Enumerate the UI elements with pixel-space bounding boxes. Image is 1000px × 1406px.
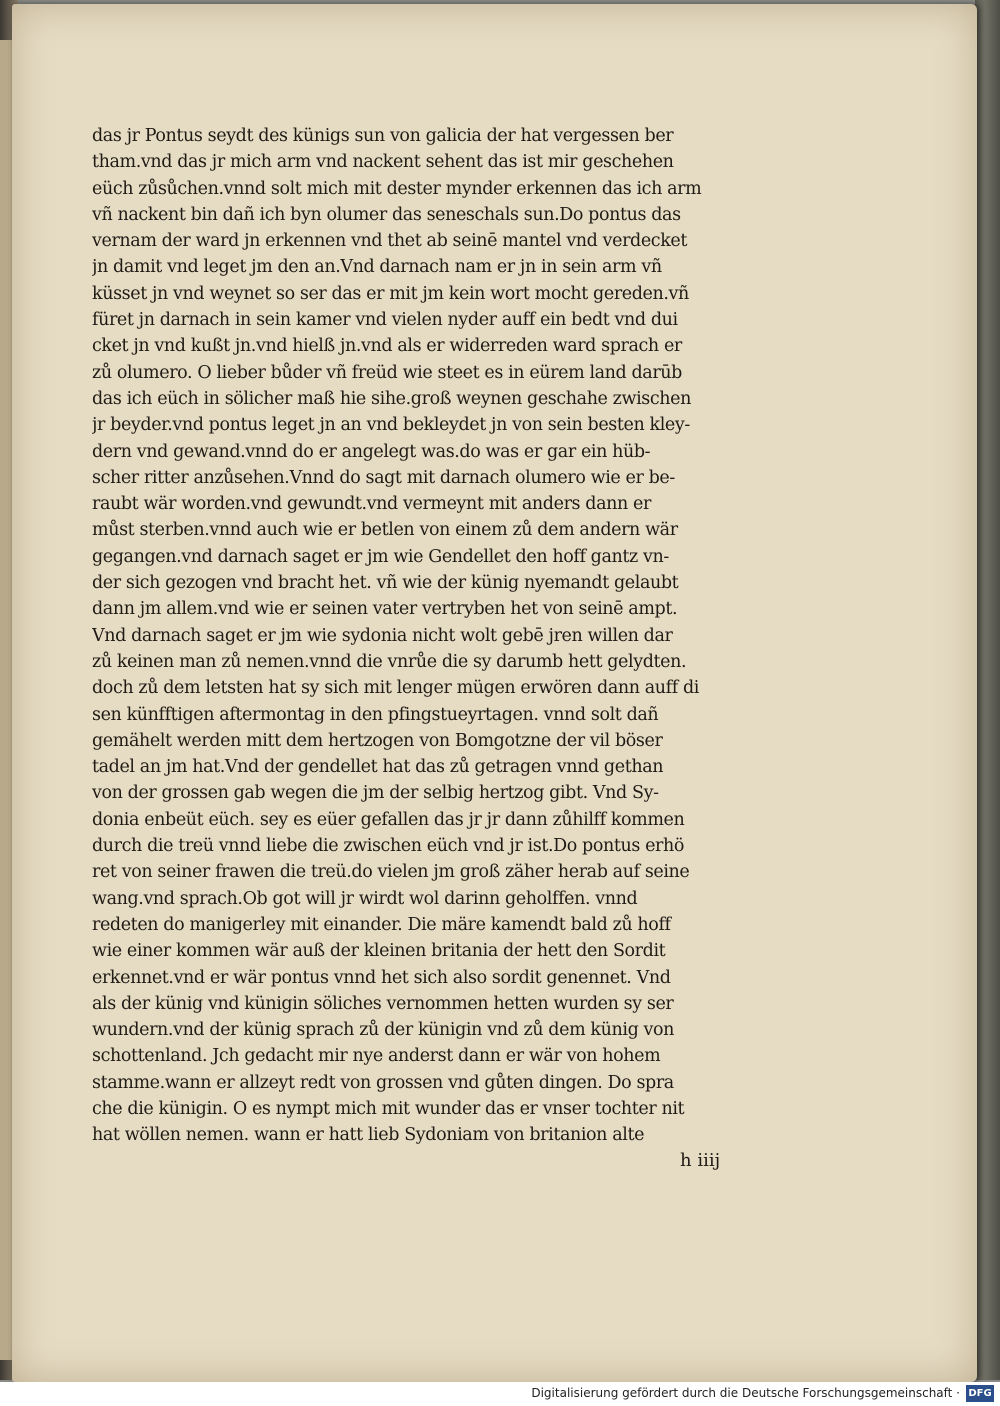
footer-bar: [0, 1382, 1000, 1406]
dfg-logo: DFG: [966, 1385, 994, 1402]
dfg-credit-text: Digitalisierung gefördert durch die Deutsche Forschungsgemeinschaft ·: [531, 1386, 960, 1400]
text-line: tham.vnd das jr mich arm vnd nackent sehent das ist mir geschehen: [92, 152, 674, 173]
text-line: hat wöllen nemen. wann er hatt lieb Sydoniam von britanion alte: [92, 1125, 645, 1146]
text-line: můst sterben.vnnd auch wie er betlen von einem zů dem andern wär: [92, 520, 678, 541]
text-line: sen künfftigen aftermontag in den pfingstueyrtagen. vnnd solt dañ: [92, 704, 659, 725]
text-line: das ich eüch in sölicher maß hie sihe.groß weynen geschahe zwischen: [92, 388, 691, 409]
text-line: jn damit vnd leget jm den an.Vnd darnach nam er jn in sein arm vñ: [92, 257, 662, 278]
text-line: vernam der ward jn erkennen vnd thet ab seinē mantel vnd verdecket: [92, 231, 688, 252]
text-line: raubt wär worden.vnd gewundt.vnd vermeynt mit anders dann er: [92, 494, 651, 515]
text-line: gegangen.vnd darnach saget er jm wie Gendellet den hoff gantz vn-: [92, 546, 669, 567]
text-line: scher ritter anzůsehen.Vnnd do sagt mit darnach olumero wie er be-: [92, 467, 675, 488]
text-line: che die künigin. O es nympt mich mit wunder das er vnser tochter nit: [92, 1098, 685, 1119]
text-line: zů keinen man zů nemen.vnnd die vnrůe die sy darumb hett gelydten.: [92, 651, 687, 672]
text-line: eüch zůsůchen.vnnd solt mich mit dester mynder erkennen das ich arm: [92, 178, 702, 199]
page-text-block: [92, 123, 772, 1149]
text-line: der sich gezogen vnd bracht het. vñ wie der künig nyemandt gelaubt: [92, 573, 679, 594]
text-line: Vnd darnach saget er jm wie sydonia nicht wolt gebē jren willen dar: [92, 625, 673, 646]
text-line: wang.vnd sprach.Ob got will jr wirdt wol darinn geholffen. vnnd: [92, 888, 638, 909]
text-line: ret von seiner frawen die treü.do vielen jm groß zäher herab auf seine: [92, 862, 690, 883]
text-line: vñ nackent bin dañ ich byn olumer das seneschals sun.Do pontus das: [92, 204, 681, 225]
text-line: von der grossen gab wegen die jm der selbig hertzog gibt. Vnd Sy-: [92, 783, 659, 804]
book-cover-edge: [975, 0, 1000, 1380]
text-line: donia enbeüt eüch. sey es eüer gefallen das jr jr dann zůhilff kommen: [92, 809, 685, 830]
text-line: das jr Pontus seydt des künigs sun von galicia der hat vergessen ber: [92, 126, 674, 146]
text-line: gemähelt werden mitt dem hertzogen von Bomgotzne der vil böser: [92, 730, 663, 751]
text-line: doch zů dem letsten hat sy sich mit lenger mügen erwören dann auff di: [92, 678, 699, 699]
text-line: erkennet.vnd er wär pontus vnnd het sich also sordit genennet. Vnd: [92, 967, 671, 988]
text-line: wie einer kommen wär auß der kleinen britania der hett den Sordit: [92, 941, 666, 962]
text-line: dann jm allem.vnd wie er seinen vater vertryben het von seinē ampt.: [92, 599, 678, 620]
text-line: schottenland. Jch gedacht mir nye anderst dann er wär von hohem: [92, 1046, 661, 1067]
text-line: durch die treü vnnd liebe die zwischen eüch vnd jr ist.Do pontus erhö: [92, 836, 685, 857]
text-line: als der künig vnd künigin söliches vernommen hetten wurden sy ser: [92, 993, 674, 1014]
text-line: dern vnd gewand.vnnd do er angelegt was.do was er gar ein hüb-: [92, 441, 651, 462]
text-line: tadel an jm hat.Vnd der gendellet hat das zů getragen vnnd gethan: [92, 757, 664, 778]
text-line: cket jn vnd kußt jn.vnd hielß jn.vnd als er widerreden ward sprach er: [92, 336, 682, 357]
text-line: stamme.wann er allzeyt redt von grossen vnd gůten dingen. Do spra: [92, 1072, 674, 1093]
text-line: redeten do manigerley mit einander. Die märe kamendt bald zů hoff: [92, 914, 671, 935]
text-line: jr beyder.vnd pontus leget jn an vnd bekleydet jn von sein besten kley-: [92, 415, 690, 436]
signature-mark: h iiij: [680, 1150, 721, 1171]
text-line: zů olumero. O lieber bůder vñ freüd wie steet es in eürem land darūb: [92, 362, 682, 383]
text-line: wundern.vnd der künig sprach zů der künigin vnd zů dem künig von: [92, 1020, 675, 1041]
text-line: füret jn darnach in sein kamer vnd vielen nyder auff ein bedt vnd dui: [92, 310, 678, 331]
text-line: küsset jn vnd weynet so ser das er mit jm kein wort mocht gereden.vñ: [92, 283, 689, 304]
